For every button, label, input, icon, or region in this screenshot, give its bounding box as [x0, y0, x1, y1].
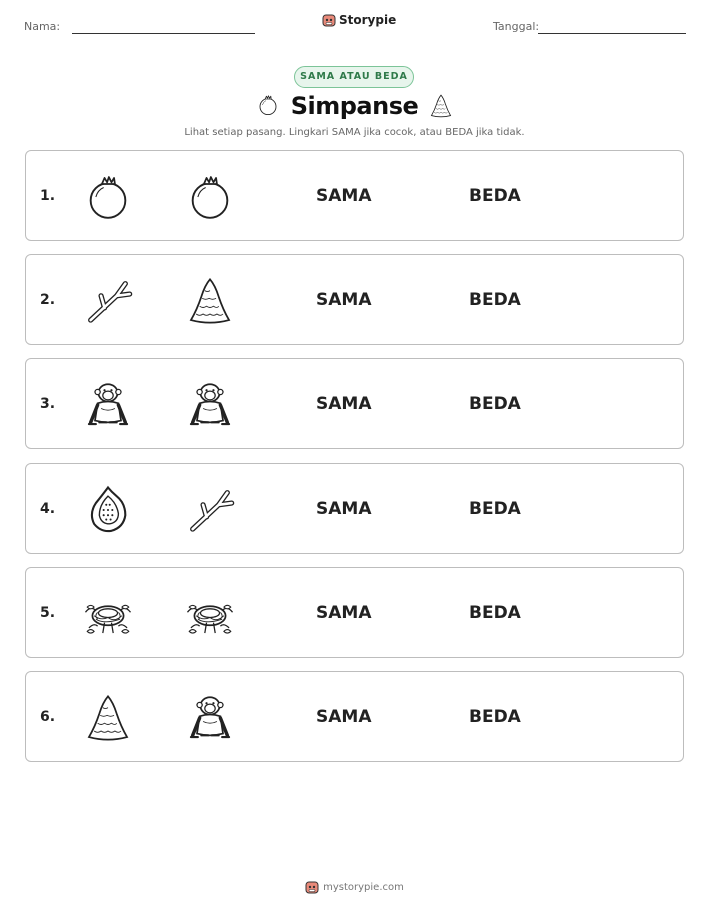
different-option[interactable]: BEDA	[469, 498, 521, 519]
different-option[interactable]: BEDA	[469, 186, 521, 206]
chimpanzee-icon	[184, 692, 236, 744]
row-number: 5.	[40, 604, 56, 621]
same-option[interactable]: SAMA	[316, 498, 372, 519]
exercise-row	[25, 254, 684, 345]
exercise-row	[25, 150, 684, 241]
exercise-row	[25, 358, 684, 449]
chimpanzee-icon	[82, 379, 134, 431]
termite-mound-icon	[184, 275, 236, 327]
name-label: Nama:	[24, 20, 61, 33]
pomegranate-icon	[184, 171, 236, 223]
row-number: 2.	[40, 292, 56, 309]
name-field[interactable]	[72, 33, 255, 34]
different-option[interactable]: BEDA	[469, 394, 521, 415]
row-number: 4.	[40, 500, 56, 517]
different-option[interactable]: BEDA	[469, 290, 521, 311]
same-option[interactable]: SAMA	[316, 602, 372, 623]
date-field[interactable]	[538, 33, 686, 34]
different-option[interactable]: BEDA	[469, 707, 521, 727]
same-option[interactable]: SAMA	[316, 707, 372, 727]
storypie-logo-icon	[322, 13, 336, 27]
chimpanzee-icon	[184, 379, 236, 431]
termite-mound-icon	[82, 692, 134, 744]
storypie-logo-icon	[305, 880, 319, 894]
stick-icon	[184, 484, 236, 536]
instructions: Lihat setiap pasang. Lingkari SAMA jika cocok, atau BEDA jika tidak.	[184, 127, 525, 138]
stick-icon	[82, 275, 134, 327]
fig-icon	[82, 484, 134, 536]
exercise-row	[25, 463, 684, 554]
worksheet-type-badge: SAMA ATAU BEDA	[294, 66, 414, 88]
same-option[interactable]: SAMA	[316, 290, 372, 311]
brand-name: Storypie	[339, 13, 397, 27]
different-option[interactable]: BEDA	[469, 602, 521, 623]
termite-mound-icon	[428, 92, 454, 124]
nest-icon	[184, 588, 236, 640]
nest-icon	[82, 588, 134, 640]
exercise-row	[25, 567, 684, 658]
footer	[0, 880, 709, 894]
row-number: 6.	[40, 709, 56, 725]
brand	[322, 13, 396, 27]
row-number: 3.	[40, 396, 56, 413]
exercise-row	[25, 671, 684, 762]
footer-url: mystorypie.com	[323, 881, 404, 893]
row-number: 1.	[40, 188, 56, 204]
pomegranate-icon	[82, 171, 134, 223]
page-title: Simpanse	[290, 92, 419, 120]
same-option[interactable]: SAMA	[316, 394, 372, 415]
date-label: Tanggal:	[493, 20, 540, 33]
same-option[interactable]: SAMA	[316, 186, 372, 206]
